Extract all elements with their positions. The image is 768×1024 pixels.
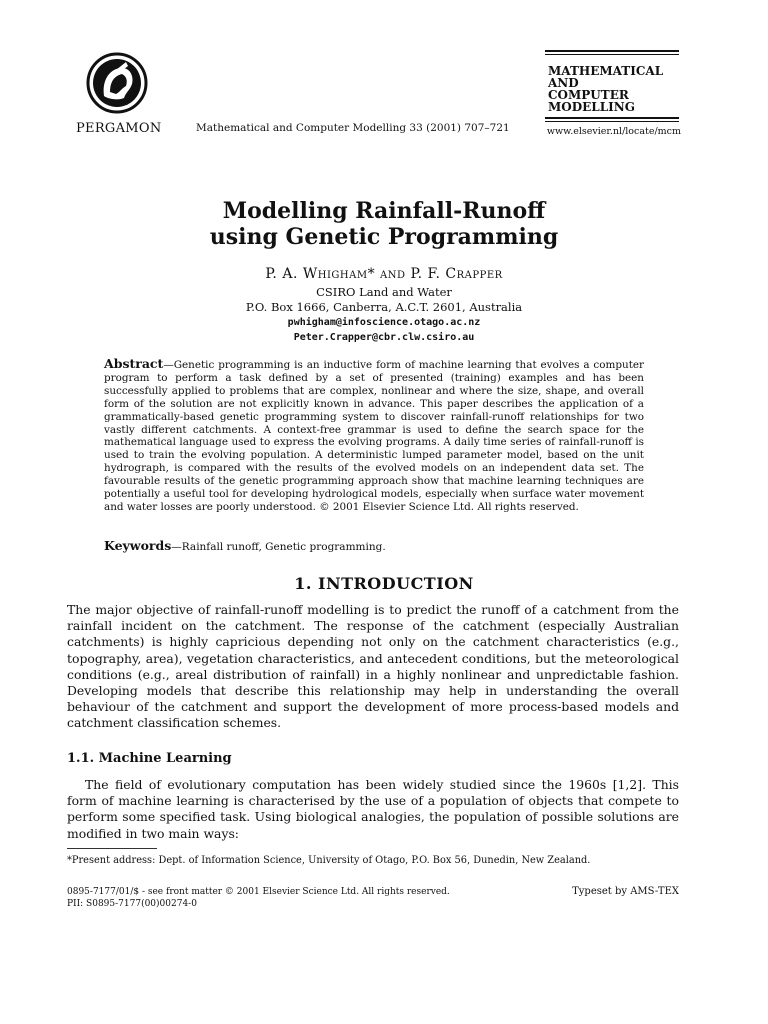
pergamon-logo — [86, 52, 148, 114]
keywords-heading: Keywords — [104, 538, 172, 553]
masthead-rule — [545, 50, 679, 52]
body-paragraph: The major objective of rainfall-runoff modelling is to predict the runoff of a catchment from the rainfall incident on the catchment. The response of the catchment (especially Australian catchments) is highly capricious depending not only on the catchment characteristics (e.g., topography, area), vegetation characteristics, and antecedent conditions, but the meteorological conditions (e.g., areal distribution of rainfall) in a highly nonlinear and unpredictable fashion. Developing models that describe this relationship may help in understanding the overall behaviour of the catchment and support the development of more process-based models and catchment classification schemes. — [67, 602, 679, 731]
abstract — [104, 358, 644, 514]
footnote-rule — [67, 848, 157, 849]
keywords — [104, 538, 386, 553]
copyright-block — [67, 886, 679, 910]
journal-name: MATHEMATICAL AND COMPUTER MODELLING — [548, 64, 664, 114]
affiliation-org: CSIRO Land and Water — [316, 285, 452, 299]
keywords-text: —Rainfall runoff, Genetic programming. — [171, 541, 386, 553]
typeset-note: Typeset by AMS-TEX — [572, 886, 679, 897]
section-heading: 1. INTRODUCTION — [294, 574, 474, 593]
author-conjunction: and — [380, 266, 406, 282]
subsection-heading: 1.1. Machine Learning — [67, 751, 232, 766]
pii-line: PII: S0895-7177(00)00274-0 — [67, 899, 197, 909]
author-name: P. A. Whigham — [265, 266, 368, 282]
body-paragraph: The field of evolutionary computation has been widely studied since the 1960s [1,2]. This form of machine learning is characterised by the use of a population of objects that compete to perform some specified task. Using biological analogies, the population of possible solutions are modified in two main ways: — [67, 777, 679, 841]
masthead-rule — [545, 121, 679, 123]
author-email[interactable]: pwhigham@infoscience.otago.ac.nz — [287, 317, 481, 328]
author-email[interactable]: Peter.Crapper@cbr.clw.csiro.au — [293, 332, 475, 343]
affiliation-address: P.O. Box 1666, Canberra, A.C.T. 2601, Australia — [245, 300, 523, 314]
abstract-heading: Abstract — [104, 356, 164, 371]
masthead-rule — [545, 117, 679, 119]
masthead-rule — [545, 54, 679, 56]
publisher-name: PERGAMON — [76, 121, 162, 136]
journal-masthead — [545, 50, 679, 137]
affiliation — [0, 285, 768, 345]
journal-reference: Mathematical and Computer Modelling 33 (2001) 707–721 — [196, 122, 510, 134]
copyright-line: 0895-7177/01/$ - see front matter © 2001 Elsevier Science Ltd. All rights reserved. — [67, 887, 450, 897]
journal-url[interactable]: www.elsevier.nl/locate/mcm — [546, 126, 681, 137]
footnote-marker: * — [367, 266, 376, 282]
footnote: *Present address: Dept. of Information Science, University of Otago, P.O. Box 56, Dunedin, New Zealand. — [67, 855, 591, 866]
paper-title: Modelling Rainfall-Runoff using Genetic Programming — [209, 198, 559, 250]
author-name: P. F. Crapper — [410, 266, 503, 282]
author-list — [0, 266, 768, 282]
abstract-text: —Genetic programming is an inductive form of machine learning that evolves a computer program to perform a task defined by a set of presented (training) examples and has been successfully applied to problems that are complex, nonlinear and where the size, shape, and overall form of the solution are not explicitly known in advance. This paper describes the application of a grammatically-based genetic programming system to discover rainfall-runoff relationships for two vastly different catchments. A context-free grammar is used to define the search space for the mathematical language used to express the evolving programs. A daily time series of rainfall-runoff is used to train the evolving population. A deterministic lumped parameter model, based on the unit hydrograph, is compared with the results of the evolved models on an independent data set. The favourable results of the genetic programming approach show that machine learning techniques are potentially a useful tool for developing hydrological models, especially when surface water movement and water losses are poorly understood. © 2001 Elsevier Science Ltd. All rights reserved. — [104, 359, 644, 513]
